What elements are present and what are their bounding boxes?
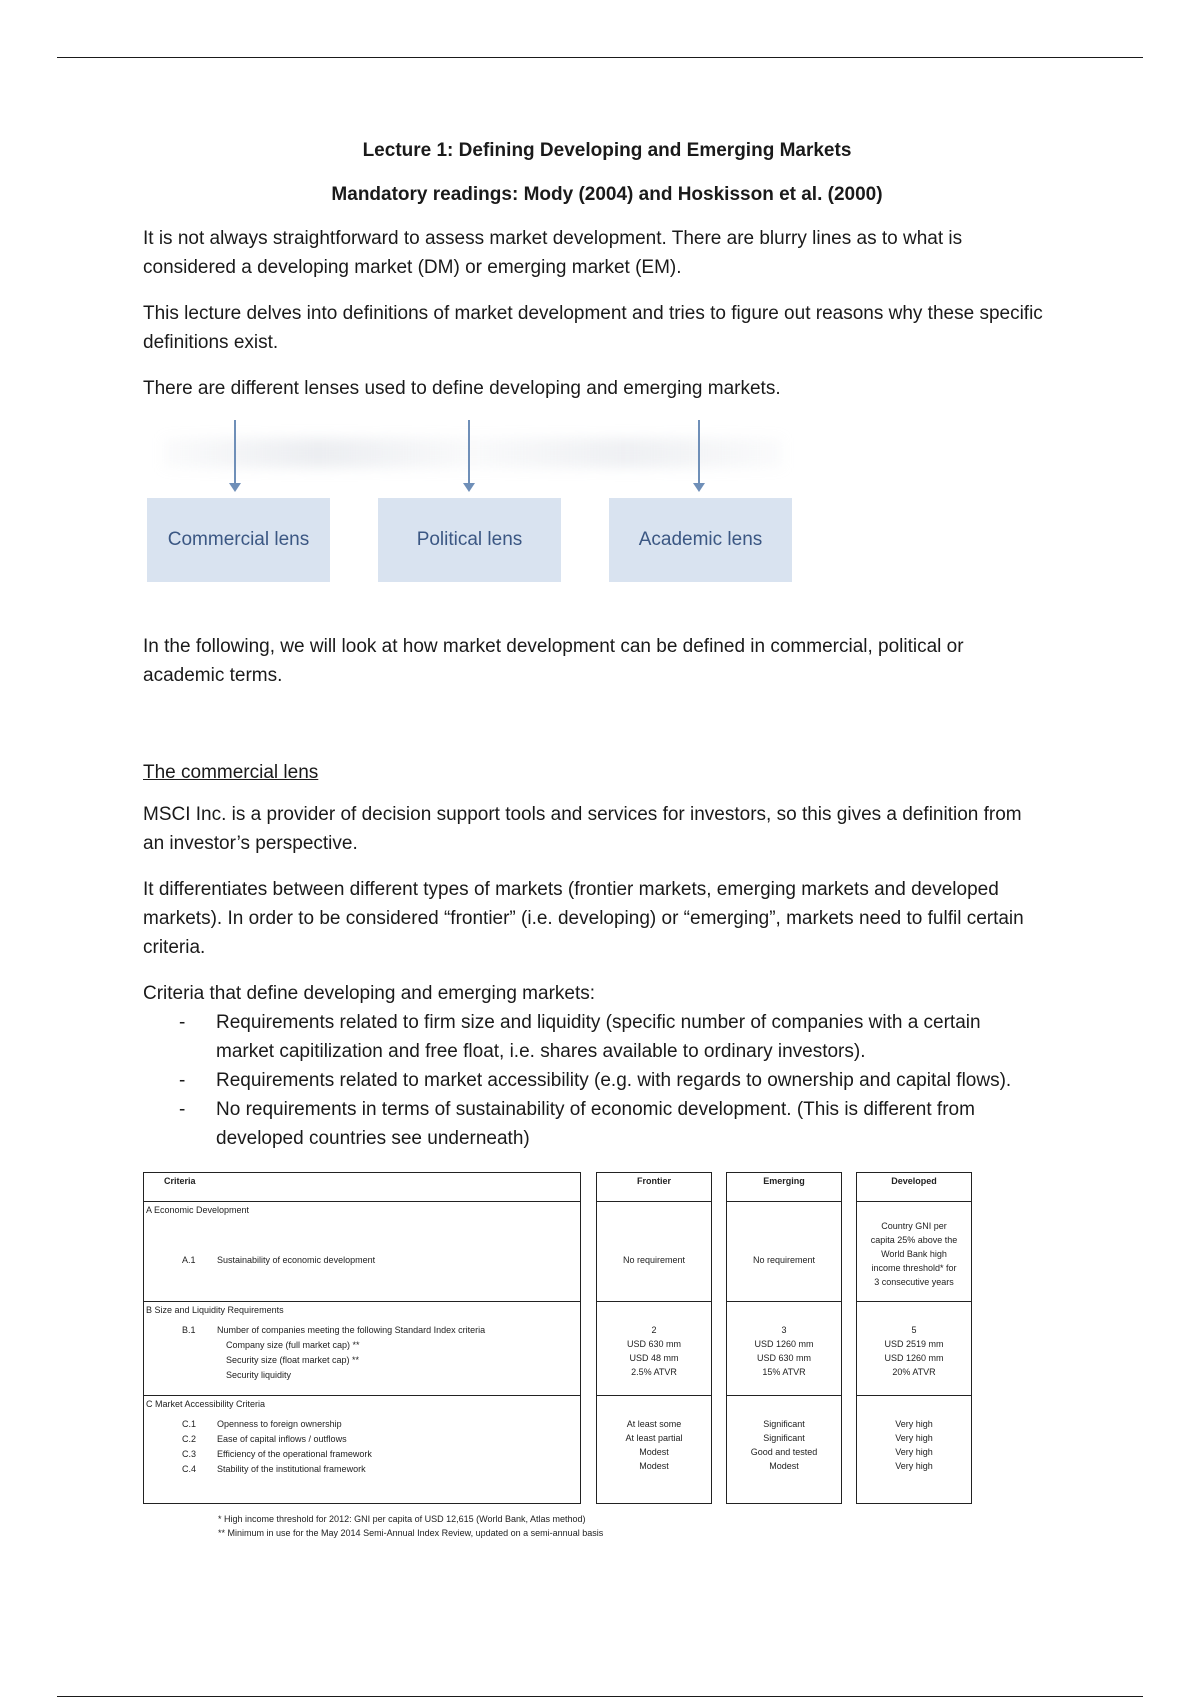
code-c3: C.3 [182,1449,197,1459]
frontier-b1-company-size: USD 630 mm [626,1339,681,1349]
msci-criteria-table [143,1172,983,1538]
item-c3: Efficiency of the operational framework [217,1449,372,1459]
subitem-security-liquidity: Security liquidity [226,1370,292,1380]
document-body [143,140,1043,1153]
emerging-b1-count: 3 [781,1325,787,1335]
developed-c1: Very high [895,1419,933,1429]
lecture-title: Lecture 1: Defining Developing and Emerging Markets [362,140,852,161]
header-rule [57,57,1143,58]
frontier-b1-count: 2 [651,1325,657,1335]
developed-c4: Very high [895,1461,933,1471]
developed-a1-line: 3 consecutive years [874,1277,954,1287]
developed-b1-security-size: USD 1260 mm [884,1353,944,1363]
header-criteria: Criteria [164,1176,196,1186]
paragraph-definitions: This lecture delves into definitions of market development and tries to figure out reasons why these specific definitions exist. [143,303,1043,353]
section-heading-commercial-lens: The commercial lens [143,762,319,783]
developed-a1-line: capita 25% above the [870,1235,958,1245]
academic-lens-box: Academic lens [609,498,792,582]
header-developed: Developed [891,1176,937,1186]
developed-c3: Very high [895,1447,933,1457]
frontier-b1-security-size: USD 48 mm [629,1353,679,1363]
footnote: ** Minimum in use for the May 2014 Semi-Annual Index Review, updated on a semi-annual basis [218,1528,604,1538]
arrow-down-icon [698,420,700,484]
developed-b1-liquidity: 20% ATVR [892,1367,936,1377]
code-b1: B.1 [182,1325,196,1335]
section-a-label: A Economic Development [146,1205,250,1215]
arrow-down-icon [468,420,470,484]
developed-c2: Very high [895,1433,933,1443]
emerging-b1-security-size: USD 630 mm [756,1353,811,1363]
item-a1: Sustainability of economic development [217,1255,376,1265]
developed-a1-line: Country GNI per [881,1221,947,1231]
list-item: - No requirements in terms of sustainability of economic development. (This is different from developed countries see underneath) [143,1095,1043,1153]
header-frontier: Frontier [636,1176,671,1186]
section-divider [144,1395,580,1396]
developed-b1-company-size: USD 2519 mm [884,1339,944,1349]
blurred-banner [163,438,783,468]
list-item: - Requirements related to firm size and liquidity (specific number of companies with a certain market capitilization and free float, i.e. shares available to ordinary investors). [143,1008,1043,1066]
footnote: * High income threshold for 2012: GNI per capita of USD 12,615 (World Bank, Atlas method) [218,1514,586,1524]
header-emerging: Emerging [763,1176,805,1186]
frontier-column [596,1172,712,1504]
paragraph-intro: It is not always straightforward to assess market development. There are blurry lines as to what is considered a developing market (DM) or emerging market (EM). [143,228,963,278]
table-footnotes [218,1512,603,1540]
emerging-b1-company-size: USD 1260 mm [754,1339,814,1349]
arrow-down-icon [234,420,236,484]
emerging-c1: Significant [763,1419,805,1429]
emerging-a1: No requirement [752,1255,816,1265]
subitem-company-size: Company size (full market cap) ** [226,1340,360,1350]
item-b1: Number of companies meeting the following Standard Index criteria [217,1325,486,1335]
frontier-a1: No requirement [622,1255,686,1265]
frontier-c1: At least some [626,1419,682,1429]
paragraph-market-types: It differentiates between different types of markets (frontier markets, emerging markets and developed markets). In order to be considered “frontier” (i.e. developing) or “emerging”, markets need to fulfil certain criteria. [143,879,1024,958]
paragraph-msci: MSCI Inc. is a provider of decision support tools and services for investors, so this gives a definition from an investor’s perspective. [143,804,1022,854]
emerging-c2: Significant [763,1433,805,1443]
frontier-c3: Modest [639,1447,669,1457]
developed-a1-line: World Bank high [881,1249,947,1259]
developed-column [856,1172,972,1504]
code-c1: C.1 [182,1419,197,1429]
frontier-b1-liquidity: 2.5% ATVR [631,1367,677,1377]
code-c4: C.4 [182,1464,197,1474]
frontier-c4: Modest [639,1461,669,1471]
emerging-column [726,1172,842,1504]
paragraph-lenses: There are different lenses used to define developing and emerging markets. [143,378,781,399]
political-lens-box: Political lens [378,498,561,582]
frontier-c2: At least partial [625,1433,683,1443]
subitem-security-size: Security size (float market cap) ** [226,1355,360,1365]
item-c2: Ease of capital inflows / outflows [217,1434,347,1444]
section-c-label: C Market Accessibility Criteria [146,1399,266,1409]
footer-rule [57,1696,1143,1697]
mandatory-readings: Mandatory readings: Mody (2004) and Hoskisson et al. (2000) [331,184,883,205]
developed-a1-line: income threshold* for [871,1263,957,1273]
emerging-c3: Good and tested [750,1447,818,1457]
paragraph-following: In the following, we will look at how market development can be defined in commercial, political or academic terms. [143,636,964,686]
developed-b1-count: 5 [911,1325,917,1335]
item-c4: Stability of the institutional framework [217,1464,366,1474]
section-b-label: B Size and Liquidity Requirements [146,1305,284,1315]
code-a1: A.1 [182,1255,196,1265]
list-item: - Requirements related to market accessibility (e.g. with regards to ownership and capital flows). [143,1066,1043,1095]
item-c1: Openness to foreign ownership [217,1419,342,1429]
criteria-list [143,1008,1043,1153]
commercial-lens-box: Commercial lens [147,498,330,582]
emerging-c4: Modest [769,1461,799,1471]
emerging-b1-liquidity: 15% ATVR [762,1367,806,1377]
paragraph-criteria-intro: Criteria that define developing and emerging markets: [143,983,596,1004]
lenses-diagram [143,420,1043,620]
section-divider [144,1301,580,1302]
criteria-column [143,1172,581,1504]
code-c2: C.2 [182,1434,197,1444]
